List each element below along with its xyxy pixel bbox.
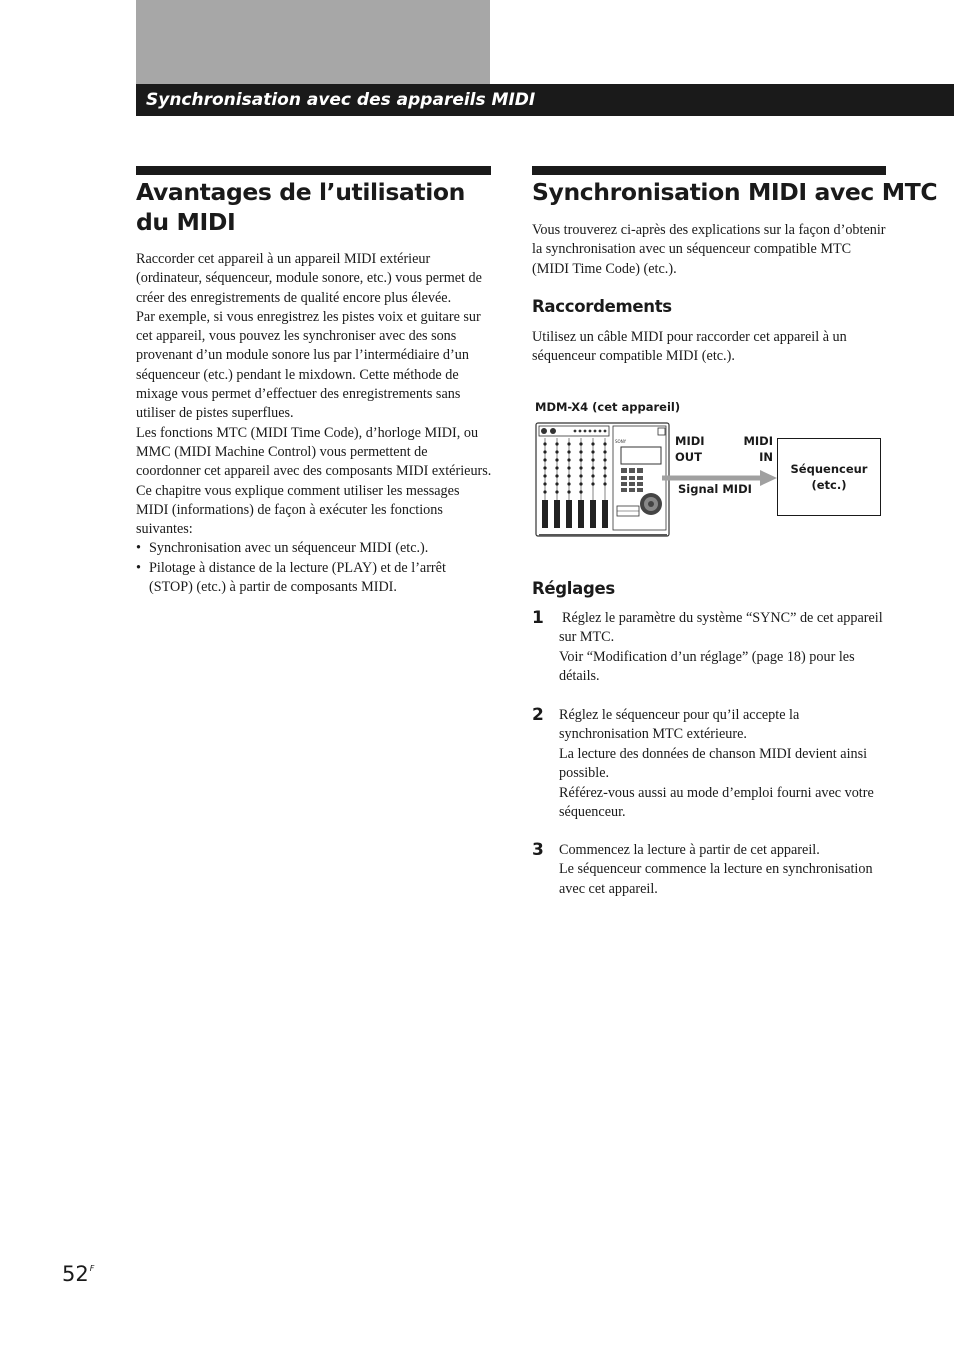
step-line: La lecture des données de chanson MIDI devient ainsi possible. <box>559 745 868 782</box>
step-text <box>559 609 889 687</box>
connections-text: Utilisez un câble MIDI pour raccorder cet appareil à un séquenceur compatible MIDI (etc.). <box>532 329 847 365</box>
left-body <box>136 250 492 597</box>
sequencer-label: (etc.) <box>811 478 847 492</box>
midi-in-label <box>735 433 773 465</box>
connections-heading: Raccordements <box>532 297 672 316</box>
midi-out-label <box>675 433 705 465</box>
sequencer-label: Séquenceur <box>790 462 868 476</box>
step-line: Référez-vous aussi au mode d’emploi fourni avec votre séquenceur. <box>559 784 874 821</box>
left-paragraph: Raccorder cet appareil à un appareil MIDI extérieur (ordinateur, séquenceur, module sonore, etc.) vous permet de créer des enregistrements de qualité encore plus élevée. <box>136 251 482 306</box>
chapter-tab <box>136 0 490 86</box>
right-heading: Synchronisation MIDI avec MTC <box>532 178 938 206</box>
function-list <box>136 539 492 597</box>
midi-out-line: OUT <box>675 450 702 464</box>
mdm-x4-device-illustration <box>533 420 673 540</box>
step-number: 3 <box>532 840 544 860</box>
brand-logo: SONY <box>615 439 627 444</box>
list-item: • Synchronisation avec un séquenceur MIDI (etc.). <box>136 539 492 558</box>
sequencer-box <box>777 438 881 516</box>
left-paragraph: Par exemple, si vous enregistrez les pistes voix et guitare sur cet appareil, vous pouvez les synchroniser avec des sons provenant d’un module sonore lus par l’intermédiaire d’un séquenceur (etc.) pendant le mixdown. Cette méthode de mixage vous permet d’effectuer des enregistrements sans utiliser de pistes superflues. <box>136 308 481 422</box>
page-number-value: 52 <box>62 1262 89 1286</box>
step-text <box>559 841 889 899</box>
chapter-title: Synchronisation avec des appareils MIDI <box>136 84 954 116</box>
step-number: 2 <box>532 705 544 725</box>
left-heading-rule <box>136 166 491 175</box>
signal-label: Signal MIDI <box>678 482 752 496</box>
device-label: MDM-X4 (cet appareil) <box>535 400 681 414</box>
step-line: Réglez le séquenceur pour qu’il accepte la synchronisation MTC extérieure. <box>559 707 800 743</box>
step-line: Le séquenceur commence la lecture en synchronisation avec cet appareil. <box>559 861 873 897</box>
right-heading-rule <box>532 166 886 175</box>
midi-in-line: IN <box>759 450 773 464</box>
page-number-suffix: F <box>89 1264 95 1273</box>
midi-out-line: MIDI <box>675 434 705 448</box>
page-number <box>62 1262 94 1286</box>
settings-heading: Réglages <box>532 579 615 598</box>
left-paragraph: Les fonctions MTC (MIDI Time Code), d’horloge MIDI, ou MMC (MIDI Machine Control) vous permettent de coordonner cet appareil avec des composants MIDI extérieurs. <box>136 424 492 480</box>
midi-in-line: MIDI <box>743 434 773 448</box>
step-text <box>559 706 889 822</box>
list-item: • Pilotage à distance de la lecture (PLAY) et de l’arrêt (STOP) (etc.) à partir de composants MIDI. <box>136 559 492 598</box>
step-line: Réglez le paramètre du système “SYNC” de cet appareil sur MTC. <box>559 610 883 646</box>
right-intro: Vous trouverez ci-après des explications sur la façon d’obtenir la synchronisation avec un séquenceur compatible MTC (MIDI Time Code) (etc.). <box>532 222 886 277</box>
step-number: 1 <box>532 608 544 628</box>
left-heading: Avantages de l’utilisation du MIDI <box>136 178 465 236</box>
step-line: Voir “Modification d’un réglage” (page 18) pour les détails. <box>559 648 855 685</box>
step-line: Commencez la lecture à partir de cet appareil. <box>559 842 820 858</box>
left-paragraph: Ce chapitre vous explique comment utiliser les messages MIDI (informations) de façon à exécuter les fonctions suivantes: <box>136 482 460 538</box>
